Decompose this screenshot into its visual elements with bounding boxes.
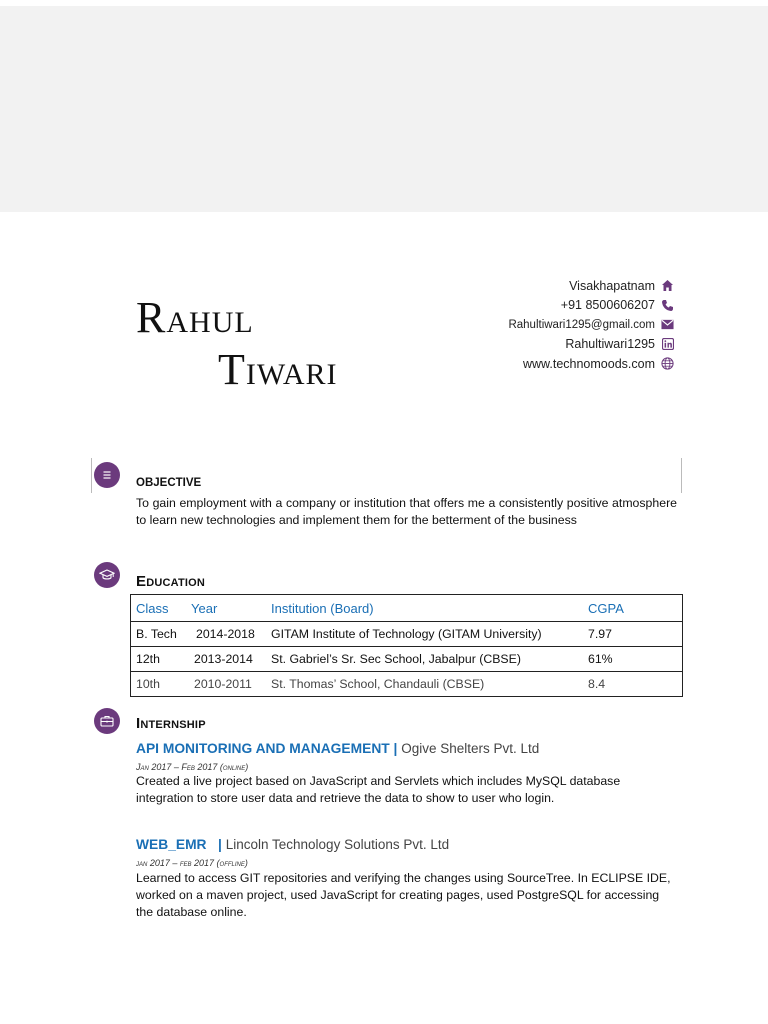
cell-cgpa: 8.4 [583, 672, 683, 697]
cell-year: 2014-2018 [186, 622, 266, 647]
contact-email[interactable]: Rahultiwari1295@gmail.com [508, 315, 674, 335]
briefcase-icon [94, 708, 120, 734]
contact-phone: +91 8500606207 [508, 296, 674, 316]
internship-date-1: Jan 2017 – Feb 2017 (online) [136, 762, 249, 772]
graduation-cap-icon [94, 562, 120, 588]
internship-description-2: Learned to access GIT repositories and verifying the changes using SourceTree. In ECLIPSE IDE, worked on a maven project, used JavaScript for creating pages, used PostgreSQL for accessing the database online. [136, 871, 671, 919]
top-blank-area [0, 0, 768, 212]
education-heading: Education [136, 573, 206, 590]
objective-text: To gain employment with a company or institution that offers me a consistently positive atmosphere to learn new technologies and implement them for the betterment of the business [136, 496, 677, 527]
contact-location: Visakhapatnam [508, 276, 674, 296]
cell-year: 2013-2014 [186, 647, 266, 672]
cell-class: B. Tech [131, 622, 187, 647]
table-row [131, 647, 683, 672]
cell-institution: St. Thomas’ School, Chandauli (CBSE) [266, 672, 583, 697]
education-table [130, 594, 683, 697]
table-header-row [131, 595, 683, 622]
header-class: Class [131, 595, 187, 622]
cell-cgpa: 61% [583, 647, 683, 672]
mail-icon [661, 318, 674, 331]
cell-institution: GITAM Institute of Technology (GITAM University) [266, 622, 583, 647]
internship-date-2: jan 2017 – feb 2017 (offline) [136, 858, 248, 868]
linkedin-icon [661, 338, 674, 351]
internship-title-2: WEB_EMR | Lincoln Technology Solutions Pvt. Ltd [136, 837, 450, 852]
internship-title-1: API MONITORING AND MANAGEMENT | Ogive Shelters Pvt. Ltd [136, 741, 540, 756]
internship-heading: Internship [136, 715, 206, 732]
internship-company-1: Ogive Shelters Pvt. Ltd [401, 741, 540, 756]
objective-heading: OBJECTIVE [136, 477, 202, 489]
header-institution: Institution (Board) [266, 595, 583, 622]
header-cgpa: CGPA [583, 595, 683, 622]
name-first: RAHUL [136, 293, 254, 342]
cell-cgpa: 7.97 [583, 622, 683, 647]
phone-icon [661, 299, 674, 312]
internship-company-2: Lincoln Technology Solutions Pvt. Ltd [225, 837, 450, 852]
contact-linkedin[interactable]: Rahultiwari1295 [508, 335, 674, 355]
table-row [131, 672, 683, 697]
globe-icon [661, 357, 674, 370]
table-row [131, 622, 683, 647]
objective-list-icon [94, 462, 120, 488]
internship-description-1: Created a live project based on JavaScript and Servlets which includes MySQL database integration to store user data and retrieve the data to show to user who login. [136, 774, 621, 805]
cell-class: 10th [131, 672, 187, 697]
cell-class: 12th [131, 647, 187, 672]
cell-year: 2010-2011 [186, 672, 266, 697]
name-last: TIWARI [218, 345, 338, 394]
contact-website[interactable]: www.technomoods.com [508, 354, 674, 374]
cell-institution: St. Gabriel’s Sr. Sec School, Jabalpur (CBSE) [266, 647, 583, 672]
home-icon [661, 279, 674, 292]
header-year: Year [186, 595, 266, 622]
contact-block [508, 276, 674, 374]
